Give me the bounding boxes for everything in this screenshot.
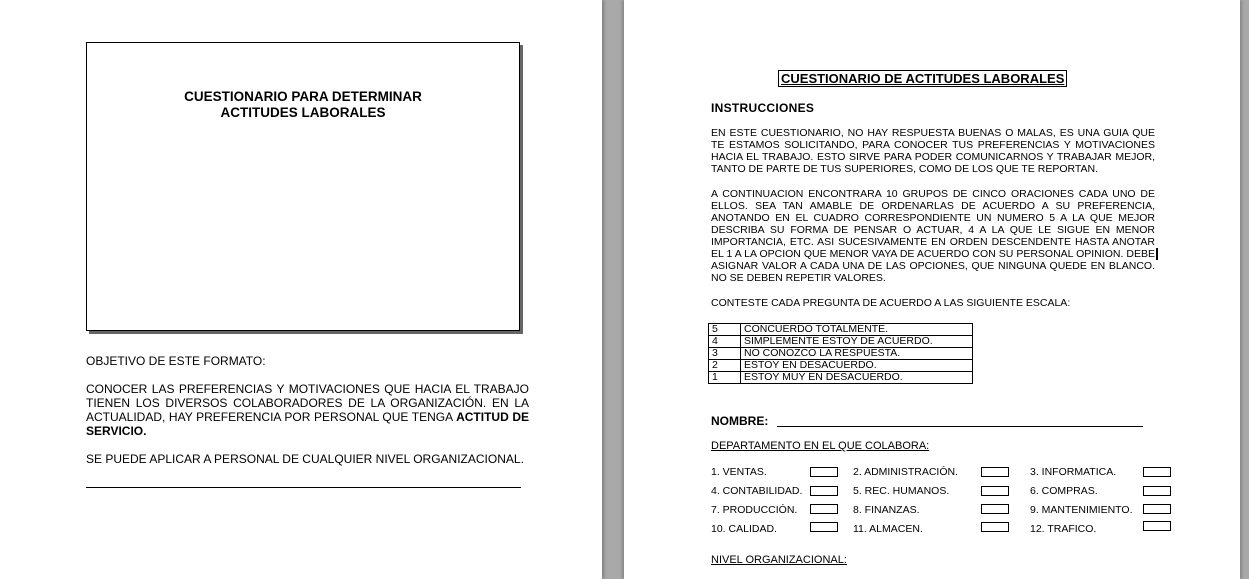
scale-description: ESTOY EN DESACUERDO. bbox=[741, 360, 973, 372]
department-option: 7. PRODUCCIÓN. bbox=[711, 504, 798, 516]
instructions-heading: INSTRUCCIONES bbox=[711, 101, 815, 115]
department-checkbox-finanzas[interactable] bbox=[981, 504, 1009, 514]
department-option: 10. CALIDAD. bbox=[711, 523, 777, 535]
department-option: 4. CONTABILIDAD. bbox=[711, 485, 803, 497]
scale-value: 5 bbox=[709, 324, 741, 336]
department-checkbox-rec-humanos[interactable] bbox=[981, 486, 1009, 496]
scale-intro: CONTESTE CADA PREGUNTA DE ACUERDO A LAS SIGUIENTE ESCALA: bbox=[711, 297, 1071, 309]
objective-emphasis: ACTITUD DE SERVICIO. bbox=[86, 410, 529, 438]
scale-value: 4 bbox=[709, 336, 741, 348]
department-option: 3. INFORMATICA. bbox=[1030, 466, 1117, 478]
text-cursor bbox=[1156, 248, 1158, 260]
department-option: 9. MANTENIMIENTO. bbox=[1030, 504, 1133, 516]
table-row bbox=[709, 360, 973, 372]
scale-description: SIMPLEMENTE ESTOY DE ACUERDO. bbox=[741, 336, 973, 348]
department-checkbox-ventas[interactable] bbox=[810, 467, 838, 477]
level-label: NIVEL ORGANIZACIONAL: bbox=[711, 554, 847, 566]
cover-title-line-1: CUESTIONARIO PARA DETERMINAR bbox=[184, 89, 422, 104]
department-option: 5. REC. HUMANOS. bbox=[853, 485, 950, 497]
department-checkbox-informatica[interactable] bbox=[1143, 467, 1171, 477]
department-option: 6. COMPRAS. bbox=[1030, 485, 1098, 497]
department-checkbox-compras[interactable] bbox=[1143, 486, 1171, 496]
scale-value: 3 bbox=[709, 348, 741, 360]
cover-title bbox=[87, 89, 519, 121]
signature-line bbox=[86, 487, 521, 488]
table-row bbox=[709, 336, 973, 348]
department-option: 11. ALMACEN. bbox=[853, 523, 923, 535]
department-checkbox-almacen[interactable] bbox=[981, 522, 1009, 532]
scale-description: NO CONOZCO LA RESPUESTA. bbox=[741, 348, 973, 360]
department-option: 8. FINANZAS. bbox=[853, 504, 920, 516]
table-row bbox=[709, 324, 973, 336]
document-page-left bbox=[0, 0, 602, 579]
objective-paragraph bbox=[86, 382, 529, 438]
scale-description: ESTOY MUY EN DESACUERDO. bbox=[741, 372, 973, 384]
instructions-paragraph-2: A CONTINUACION ENCONTRARA 10 GRUPOS DE CINCO ORACIONES CADA UNO DE ELLOS. SEA TAN AMABLE DE ORDENARLAS DE ACUERDO A SU PREFERENCIA, ANOTANDO EN EL CUADRO CORRESPONDIENTE UN NUMERO 5 A LA QUE MEJOR DESCRIBA SU FORMA DE PENSAR O ACTUAR, 4 A LA QUE LE SIGUE EN MENOR IMPORTANCIA, ETC. ASI SUCESIVAMENTE EN ORDEN DESCENDENTE HASTA ANOTAR EL 1 A LA OPCION QUE MENOR VAYA DE ACUERDO CON SU PERSONAL OPINION. DEBE ASIGNAR VALOR A CADA UNA DE LAS OPCIONES, QUE NINGUNA QUEDE EN BLANCO. NO SE DEBEN REPETIR VALORES. bbox=[711, 188, 1155, 284]
objective-text: CONOCER LAS PREFERENCIAS Y MOTIVACIONES QUE HACIA EL TRABAJO TIENEN LOS DIVERSOS COLABORADORES DE LA ORGANIZACIÓN. EN LA ACTUALIDAD, HAY PREFERENCIA POR PERSONAL QUE TENGA bbox=[86, 382, 529, 424]
instructions-paragraph-1: EN ESTE CUESTIONARIO, NO HAY RESPUESTA BUENAS O MALAS, ES UNA GUIA QUE TE ESTAMOS SOLICITANDO, PARA CONOCER TUS PREFERENCIAS Y MOTIVACIONES HACIA EL TRABAJO. ESTO SIRVE PARA PODER COMUNICARNOS Y TRABAJAR MEJOR, TANTO DE PARTE DE TUS SUPERIORES, COMO DE LOS QUE TE REPORTAN. bbox=[711, 127, 1155, 175]
cover-title-line-2: ACTITUDES LABORALES bbox=[220, 105, 386, 120]
table-row bbox=[709, 372, 973, 384]
document-title: CUESTIONARIO DE ACTITUDES LABORALES bbox=[778, 70, 1067, 87]
cover-title-box bbox=[86, 42, 520, 331]
table-row bbox=[709, 348, 973, 360]
department-checkbox-produccion[interactable] bbox=[810, 504, 838, 514]
department-label: DEPARTAMENTO EN EL QUE COLABORA: bbox=[711, 440, 930, 452]
document-page-right bbox=[624, 0, 1240, 579]
scale-description: CONCUERDO TOTALMENTE. bbox=[741, 324, 973, 336]
department-checkbox-administracion[interactable] bbox=[981, 467, 1009, 477]
objective-label: OBJETIVO DE ESTE FORMATO: bbox=[86, 354, 266, 368]
department-checkbox-calidad[interactable] bbox=[810, 522, 838, 532]
scale-value: 2 bbox=[709, 360, 741, 372]
department-option: 12. TRAFICO. bbox=[1030, 523, 1097, 535]
scale-table bbox=[708, 323, 973, 384]
department-option: 2. ADMINISTRACIÓN. bbox=[853, 466, 959, 478]
department-checkbox-mantenimiento[interactable] bbox=[1143, 504, 1171, 514]
department-option: 1. VENTAS. bbox=[711, 466, 767, 478]
name-field[interactable] bbox=[777, 426, 1143, 427]
department-checkbox-trafico[interactable] bbox=[1143, 521, 1171, 531]
name-label: NOMBRE: bbox=[711, 414, 769, 428]
applicability-note: SE PUEDE APLICAR A PERSONAL DE CUALQUIER NIVEL ORGANIZACIONAL. bbox=[86, 452, 524, 466]
department-checkbox-contabilidad[interactable] bbox=[810, 486, 838, 496]
scale-value: 1 bbox=[709, 372, 741, 384]
